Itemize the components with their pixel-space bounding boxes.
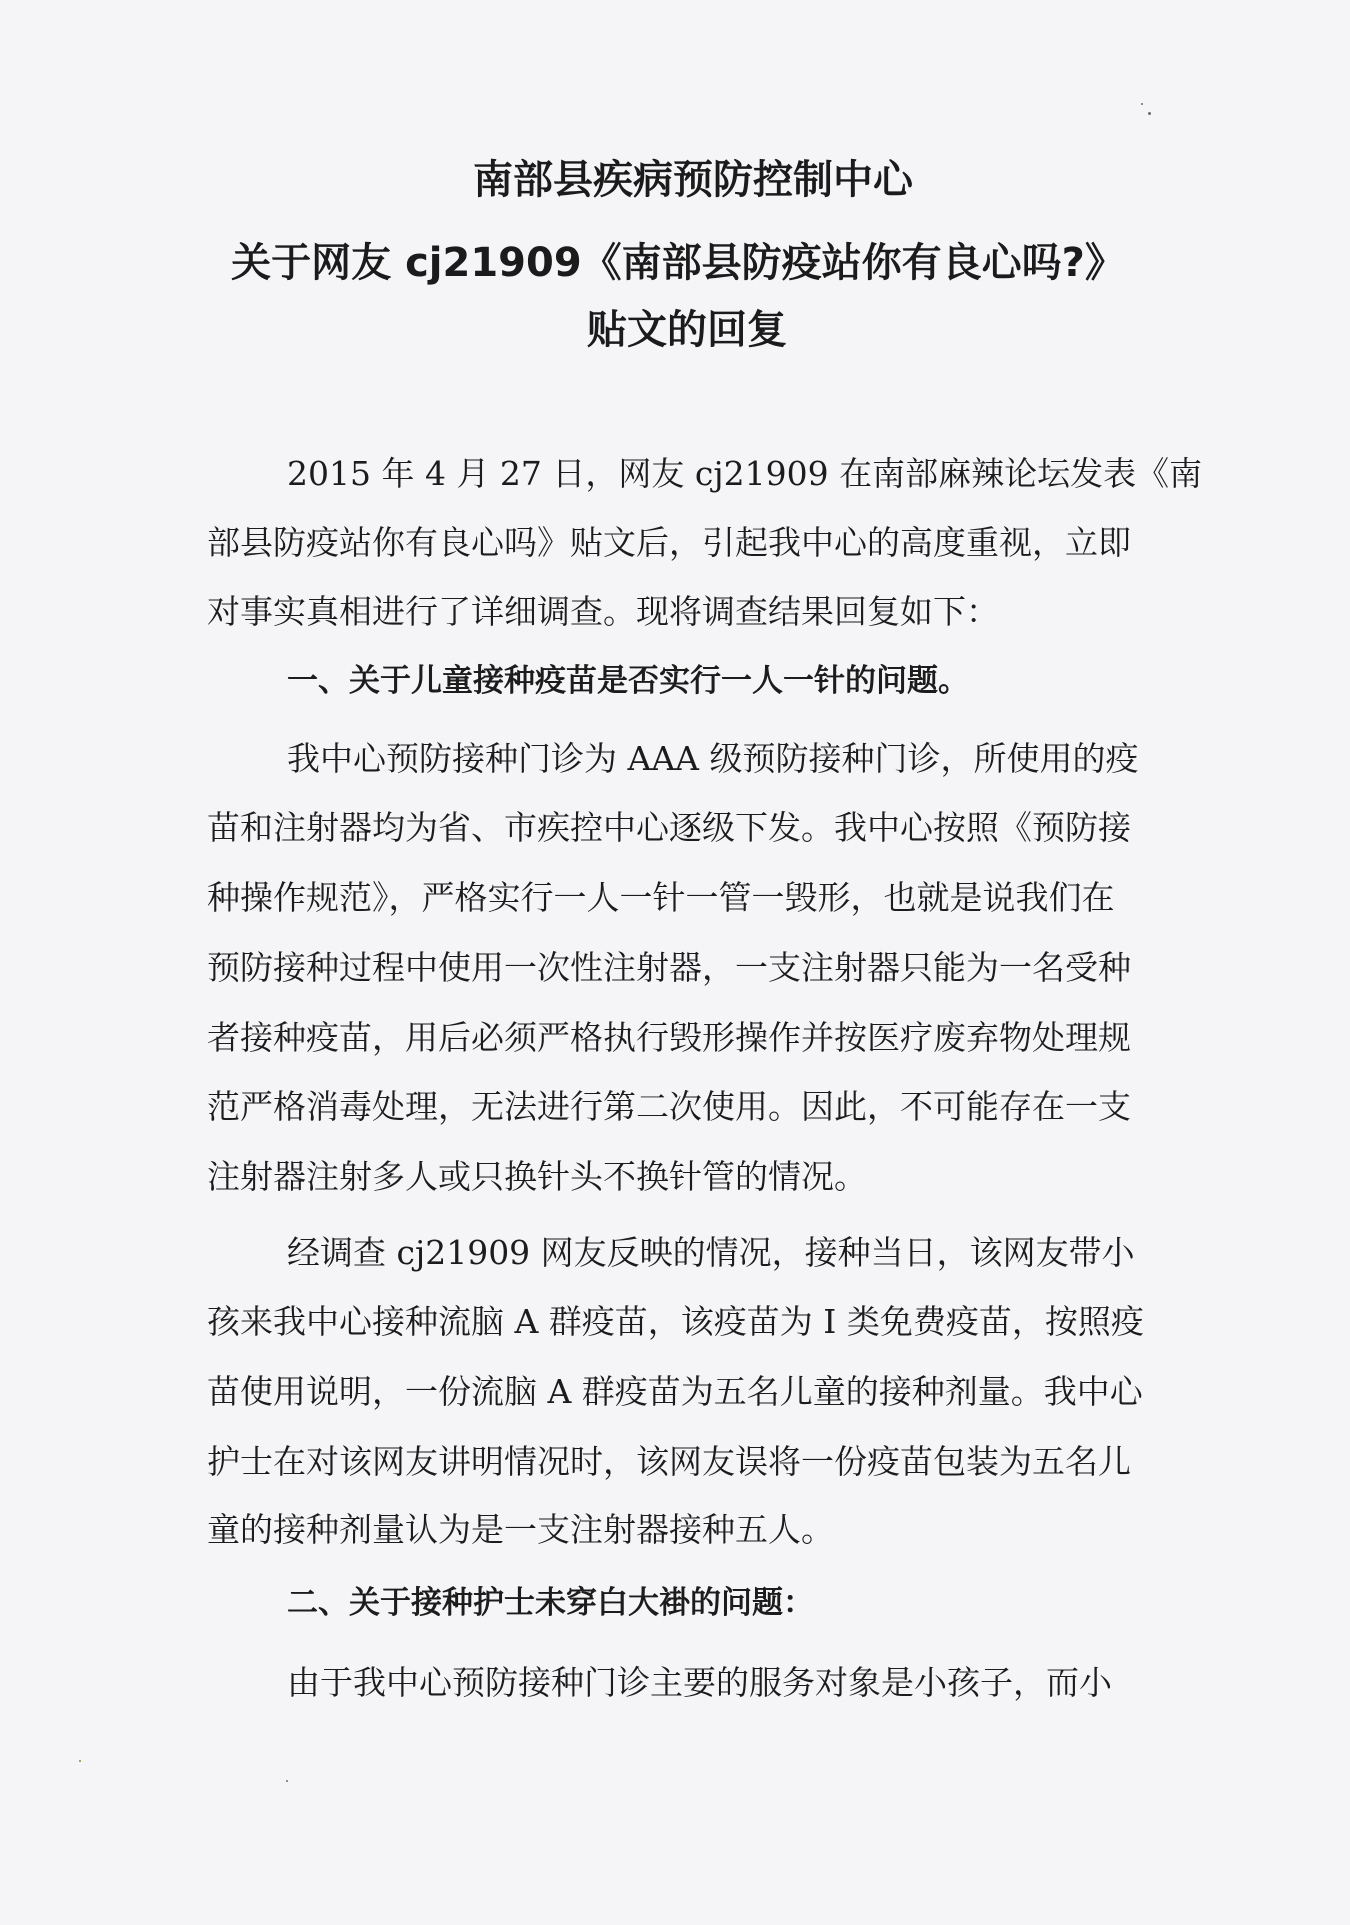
title-line-subject: 关于网友 cj21909《南部县防疫站你有良心吗?》 [231, 240, 1125, 286]
body-line: 苗使用说明，一份流脑 A 群疫苗为五名儿童的接种剂量。我中心 [207, 1372, 1143, 1411]
section-heading-1: 一、关于儿童接种疫苗是否实行一人一针的问题。 [287, 663, 969, 699]
body-line: 对事实真相进行了详细调查。现将调查结果回复如下： [207, 592, 999, 631]
scan-speck [79, 1760, 81, 1762]
body-line: 我中心预防接种门诊为 AAA 级预防接种门诊，所使用的疫 [287, 739, 1139, 778]
body-line: 部县防疫站你有良心吗》贴文后，引起我中心的高度重视，立即 [207, 523, 1131, 562]
body-line: 由于我中心预防接种门诊主要的服务对象是小孩子，而小 [287, 1663, 1112, 1702]
body-line: 范严格消毒处理，无法进行第二次使用。因此，不可能存在一支 [207, 1087, 1131, 1126]
body-line: 苗和注射器均为省、市疾控中心逐级下发。我中心按照《预防接 [207, 808, 1131, 847]
body-line: 种操作规范》，严格实行一人一针一管一毁形，也就是说我们在 [207, 878, 1115, 917]
scan-speck [1148, 112, 1151, 115]
title-line-organization: 南部县疾病预防控制中心 [473, 157, 913, 203]
body-line: 护士在对该网友讲明情况时，该网友误将一份疫苗包装为五名儿 [207, 1442, 1131, 1481]
body-line: 注射器注射多人或只换针头不换针管的情况。 [207, 1157, 867, 1196]
body-line: 童的接种剂量认为是一支注射器接种五人。 [207, 1510, 834, 1549]
title-line-reply: 贴文的回复 [587, 307, 787, 353]
body-line: 者接种疫苗，用后必须严格执行毁形操作并按医疗废弃物处理规 [207, 1018, 1131, 1057]
body-line: 预防接种过程中使用一次性注射器，一支注射器只能为一名受种 [207, 948, 1131, 987]
body-line: 2015 年 4 月 27 日，网友 cj21909 在南部麻辣论坛发表《南 [287, 454, 1203, 493]
section-heading-2: 二、关于接种护士未穿白大褂的问题： [287, 1585, 814, 1621]
body-line: 孩来我中心接种流脑 A 群疫苗，该疫苗为 I 类免费疫苗，按照疫 [207, 1302, 1144, 1341]
scan-speck [286, 1780, 288, 1782]
body-line: 经调查 cj21909 网友反映的情况，接种当日，该网友带小 [287, 1233, 1135, 1272]
scan-speck [1141, 103, 1143, 105]
